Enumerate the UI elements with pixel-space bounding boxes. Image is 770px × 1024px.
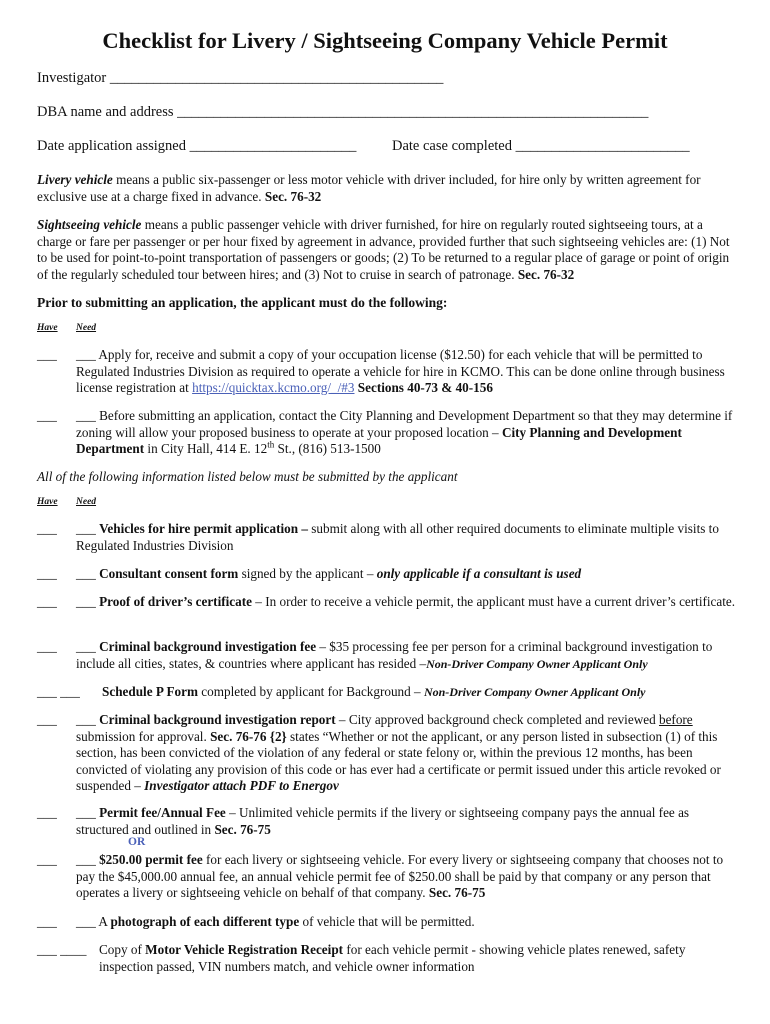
item-title: Vehicles for hire permit application – bbox=[99, 521, 308, 536]
need-checkbox[interactable]: ___ bbox=[76, 521, 96, 536]
item-pre: Copy of bbox=[99, 942, 146, 957]
item-text: signed by the applicant – bbox=[238, 566, 377, 581]
have-need-checkboxes[interactable]: ___ ___ bbox=[37, 684, 80, 699]
checklist-item-photograph bbox=[37, 914, 737, 932]
dba-field[interactable]: DBA name and address _________________________________________________________________ bbox=[37, 104, 649, 120]
need-checkbox[interactable]: ___ bbox=[76, 639, 96, 654]
item-text: – Unlimited vehicle permits if the livery or sightseeing company pays the annual fee as structured and outlined in bbox=[76, 805, 690, 837]
checklist-item-schedule-p bbox=[37, 684, 737, 702]
checklist-item-vehicle-permit-fee bbox=[37, 852, 737, 902]
checklist-item-driver-certificate bbox=[37, 594, 737, 628]
need-checkbox[interactable]: ___ bbox=[76, 805, 96, 820]
item-pre: A bbox=[95, 914, 111, 929]
sightseeing-definition bbox=[37, 217, 737, 283]
item-note: Investigator attach PDF to Energov bbox=[144, 778, 339, 793]
item-title: Criminal background investigation report bbox=[99, 712, 336, 727]
item-title: photograph of each different type bbox=[110, 914, 300, 929]
need-checkbox[interactable]: ___ bbox=[76, 712, 96, 727]
need-checkbox[interactable]: ___ bbox=[76, 408, 96, 423]
item-note: Non-Driver Company Owner Applicant Only bbox=[426, 656, 648, 671]
or-separator: OR bbox=[128, 836, 146, 848]
checklist-item-registration-receipt bbox=[37, 942, 737, 976]
item-text: Apply for, receive and submit a copy of your occupation license ($12.50) for each vehicle that will be permitted to Regulated Industries Division as required to operate a vehicle for hire in KCMO. This can be done online through business license registration at bbox=[76, 347, 725, 395]
livery-section: Sec. 76-32 bbox=[264, 188, 322, 204]
prior-heading: Prior to submitting an application, the applicant must do the following: bbox=[37, 295, 448, 310]
date-completed-field[interactable]: Date case completed ________________________ bbox=[392, 138, 690, 154]
have-checkbox[interactable]: ___ bbox=[37, 566, 57, 581]
item-text: completed by applicant for Background – bbox=[197, 684, 424, 699]
item-title: Schedule P Form bbox=[102, 684, 198, 699]
item-title: Criminal background investigation fee bbox=[99, 639, 317, 654]
have-checkbox[interactable]: ___ bbox=[37, 639, 57, 654]
item-text: submit along with all other required documents to eliminate multiple visits to Regulated Industries Division bbox=[76, 521, 719, 553]
item-title: Motor Vehicle Registration Receipt bbox=[145, 942, 344, 957]
city-planning-label: City Planning and Development Department bbox=[76, 424, 682, 456]
item-text: for each vehicle permit - showing vehicle plates renewed, safety inspection passed, VIN numbers match, and vehicle owner information bbox=[99, 942, 686, 974]
item-section: Sec. 76-75 bbox=[214, 821, 271, 837]
quicktax-link[interactable]: https://quicktax.kcmo.org/_/#3 bbox=[192, 380, 355, 395]
item-title: Proof of driver’s certificate bbox=[99, 594, 252, 609]
need-column-header: Need bbox=[76, 323, 97, 333]
have-checkbox[interactable]: ___ bbox=[37, 521, 57, 536]
checklist-item-permit-application bbox=[37, 521, 737, 555]
sightseeing-term: Sightseeing vehicle bbox=[37, 217, 142, 232]
have-checkbox[interactable]: ___ bbox=[37, 852, 57, 867]
city-hall-phone: St., (816) 513-1500 bbox=[274, 441, 381, 456]
item-note: only applicable if a consultant is used bbox=[376, 566, 582, 581]
item-section: Sec. 76-76 {2} bbox=[210, 728, 287, 744]
item-text: Before submitting an application, contact the City Planning and Development Department so that they may determine if zoning will allow your proposed business to operate at your proposed location – bbox=[76, 408, 733, 440]
have-checkbox[interactable]: ___ bbox=[37, 594, 57, 609]
have-column-header: Have bbox=[37, 323, 58, 333]
checklist-item-annual-fee bbox=[37, 805, 737, 839]
checklist-item-background-report bbox=[37, 712, 737, 794]
ordinal-suffix: th bbox=[267, 439, 275, 450]
before-emphasis: before bbox=[658, 712, 693, 727]
item-title: Consultant consent form bbox=[99, 566, 239, 581]
sightseeing-section: Sec. 76-32 bbox=[517, 266, 575, 282]
have-checkbox[interactable]: ___ bbox=[37, 712, 57, 727]
checklist-item-background-fee bbox=[37, 639, 737, 673]
city-hall-address: in City Hall, 414 E. 12 bbox=[144, 441, 268, 456]
item-title: Permit fee/Annual Fee bbox=[99, 805, 226, 820]
have-need-checkboxes[interactable]: ___ ____ bbox=[37, 942, 87, 957]
have-checkbox[interactable]: ___ bbox=[37, 347, 57, 362]
need-checkbox[interactable]: ___ bbox=[76, 347, 96, 362]
need-checkbox[interactable]: ___ bbox=[76, 594, 96, 609]
livery-text: means a public six-passenger or less motor vehicle with driver included, for hire only by written agreement for exclusive use at a charge fixed in advance. bbox=[37, 172, 701, 204]
sightseeing-text: means a public passenger vehicle with driver furnished, for hire on regularly routed sightseeing tours, at a charge or fare per passenger or per hour fixed by agreement in advance, provided further that such sightseeing vehicles are: (1) Not to be used for point-to-point transportation of passengers or goods; (2) To be returned to a regular place of garage or point of origin of the regularly scheduled tour between hires; and (3) Not to cruise in search of patronage. bbox=[37, 217, 730, 282]
item-text-2: submission for approval. bbox=[76, 728, 211, 744]
item-text: – City approved background check completed and reviewed bbox=[335, 712, 659, 727]
have-checkbox[interactable]: ___ bbox=[37, 914, 57, 929]
have-checkbox[interactable]: ___ bbox=[37, 408, 57, 423]
item-section: Sec. 76-75 bbox=[428, 885, 486, 900]
need-checkbox[interactable]: ___ bbox=[76, 566, 96, 581]
all-info-heading: All of the following information listed below must be submitted by the applicant bbox=[37, 469, 458, 484]
item-text-3: states “Whether or not the applicant, or any person listed in subsection (1) of this section, has been convicted of the violation of any federal or state felony or, within the previous 12 months, has been convicted of violating any provision of this code or has ever had a certificate or permit issued under this article revoked or suspended – bbox=[76, 728, 721, 793]
need-checkbox[interactable]: ___ bbox=[76, 914, 96, 929]
need-column-header: Need bbox=[76, 497, 97, 507]
have-column-header: Have bbox=[37, 497, 58, 507]
item-section: Sections 40-73 & 40-156 bbox=[357, 380, 493, 395]
livery-term: Livery vehicle bbox=[37, 172, 113, 187]
need-checkbox[interactable]: ___ bbox=[76, 852, 96, 867]
investigator-field[interactable]: Investigator ______________________________________________ bbox=[37, 70, 444, 86]
item-title: $250.00 permit fee bbox=[99, 852, 203, 867]
livery-definition bbox=[37, 172, 737, 205]
checklist-item-city-planning bbox=[37, 408, 737, 458]
item-text: of vehicle that will be permitted. bbox=[299, 914, 475, 929]
date-assigned-field[interactable]: Date application assigned _______________________ bbox=[37, 138, 357, 154]
checklist-item-consultant-consent bbox=[37, 566, 737, 584]
item-note: Non-Driver Company Owner Applicant Only bbox=[423, 685, 646, 699]
item-text: – $35 processing fee per person for a criminal background investigation to include all cities, states, & countries where applicant has resided – bbox=[76, 639, 713, 671]
item-text: for each livery or sightseeing vehicle. For every livery or sightseeing company that chooses not to pay the $45,000.00 annual fee, an annual vehicle permit fee of $250.00 shall be paid by that company or any person that operates a livery or sightseeing vehicle on behalf of that company. bbox=[76, 852, 724, 900]
item-text: – In order to receive a vehicle permit, the applicant must have a current driver’s certificate. bbox=[252, 594, 736, 609]
have-checkbox[interactable]: ___ bbox=[37, 805, 57, 820]
checklist-item-occupation-license bbox=[37, 347, 737, 397]
page-title: Checklist for Livery / Sightseeing Company Vehicle Permit bbox=[102, 28, 668, 53]
